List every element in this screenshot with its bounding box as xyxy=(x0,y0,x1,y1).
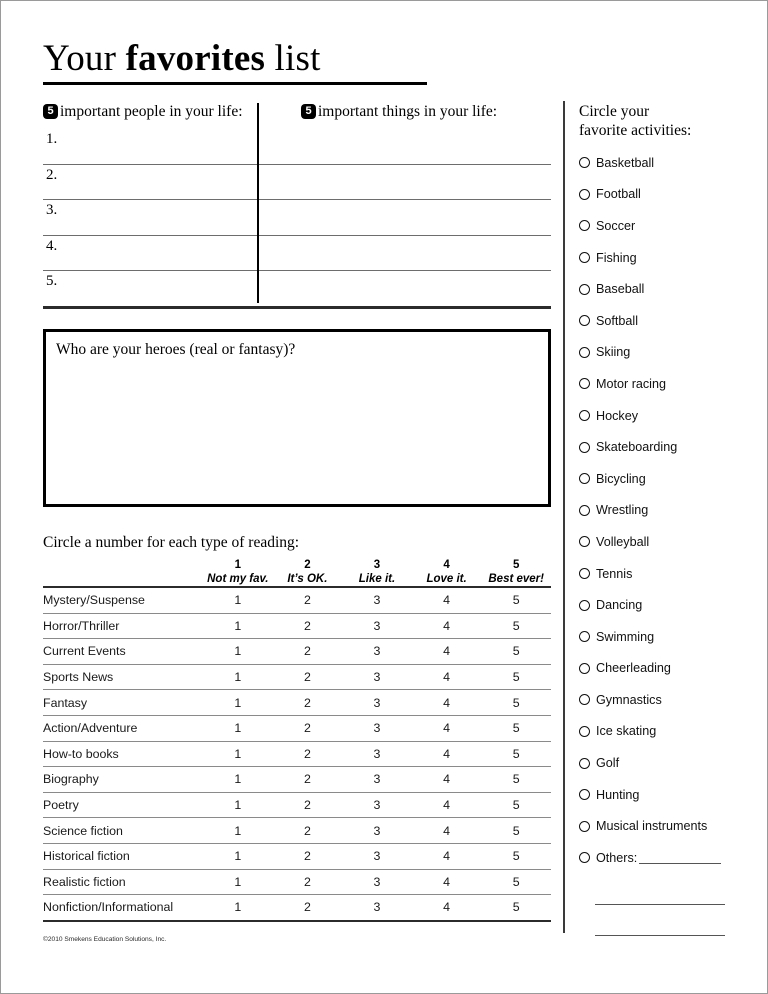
circle-icon xyxy=(579,600,590,611)
scale-header-text: Not my fav. xyxy=(207,573,269,585)
rating-option-3[interactable]: 3 xyxy=(342,587,412,613)
page-title xyxy=(43,37,463,85)
title-part-one: Your xyxy=(43,38,126,79)
reading-type-label: Mystery/Suspense xyxy=(43,587,203,613)
title-part-three: list xyxy=(265,38,321,79)
heroes-question-label: Who are your heroes (real or fantasy)? xyxy=(56,341,296,358)
rating-option-2[interactable]: 2 xyxy=(273,869,343,895)
table-row xyxy=(43,792,551,818)
activity-label: Fishing xyxy=(596,250,637,265)
rating-option-1[interactable]: 1 xyxy=(203,767,273,793)
activity-label: Cheerleading xyxy=(596,661,671,676)
others-label: Others: xyxy=(596,850,638,865)
rating-option-4[interactable]: 4 xyxy=(412,818,482,844)
rating-option-1[interactable]: 1 xyxy=(203,792,273,818)
circle-icon xyxy=(579,157,590,168)
circle-icon xyxy=(579,789,590,800)
table-row xyxy=(43,767,551,793)
rating-option-4[interactable]: 4 xyxy=(412,767,482,793)
write-in-line[interactable] xyxy=(595,935,725,936)
rating-option-2[interactable]: 2 xyxy=(273,741,343,767)
rating-option-4[interactable]: 4 xyxy=(412,843,482,869)
table-row xyxy=(43,613,551,639)
rating-option-4[interactable]: 4 xyxy=(412,587,482,613)
rating-option-5[interactable]: 5 xyxy=(481,664,551,690)
reading-type-label: How-to books xyxy=(43,741,203,767)
rating-option-2[interactable]: 2 xyxy=(273,715,343,741)
answer-line-row[interactable] xyxy=(43,165,551,201)
activity-item[interactable] xyxy=(579,653,759,685)
rating-option-2[interactable]: 2 xyxy=(273,818,343,844)
table-row xyxy=(43,639,551,665)
reading-instructions: Circle a number for each type of reading: xyxy=(43,534,300,551)
prompt-people xyxy=(43,103,243,120)
activity-label: Hockey xyxy=(596,408,638,423)
rating-option-3[interactable]: 3 xyxy=(342,690,412,716)
rating-option-5[interactable]: 5 xyxy=(481,741,551,767)
column-divider xyxy=(257,103,259,303)
prompt-things xyxy=(301,103,497,120)
reading-table-head xyxy=(43,558,551,587)
answer-line-row[interactable] xyxy=(43,200,551,236)
activity-label: Swimming xyxy=(596,629,655,644)
rating-option-5[interactable]: 5 xyxy=(481,715,551,741)
answer-line-number: 4. xyxy=(46,237,58,254)
rating-option-1[interactable]: 1 xyxy=(203,715,273,741)
activity-label: Soccer xyxy=(596,218,636,233)
rating-option-2[interactable]: 2 xyxy=(273,690,343,716)
rating-option-4[interactable]: 4 xyxy=(412,792,482,818)
circle-icon xyxy=(579,315,590,326)
activity-label: Dancing xyxy=(596,598,643,613)
scale-header-number: 5 xyxy=(512,559,520,571)
prompt-things-label: important things in your life: xyxy=(318,103,498,120)
scale-header-5 xyxy=(481,558,551,587)
rating-option-1[interactable]: 1 xyxy=(203,869,273,895)
title-underline xyxy=(43,82,427,85)
rating-option-2[interactable]: 2 xyxy=(273,792,343,818)
others-write-in-line[interactable] xyxy=(639,852,721,864)
scale-header-number: 2 xyxy=(304,559,311,571)
activity-item[interactable] xyxy=(579,273,759,305)
rating-option-5[interactable]: 5 xyxy=(481,690,551,716)
rating-option-3[interactable]: 3 xyxy=(342,869,412,895)
activity-label: Motor racing xyxy=(596,376,666,391)
rating-option-4[interactable]: 4 xyxy=(412,715,482,741)
circle-icon xyxy=(579,568,590,579)
activity-label: Hunting xyxy=(596,787,640,802)
reading-type-label: Realistic fiction xyxy=(43,869,203,895)
activity-item[interactable] xyxy=(579,747,759,779)
activities-sidebar xyxy=(579,102,759,936)
title-part-bold: favorites xyxy=(125,38,266,79)
activity-item[interactable] xyxy=(579,495,759,527)
scale-header-text: Best ever! xyxy=(488,573,544,585)
circle-icon xyxy=(579,189,590,200)
circle-icon xyxy=(579,378,590,389)
activity-item[interactable] xyxy=(579,463,759,495)
table-row xyxy=(43,690,551,716)
activity-label: Ice skating xyxy=(596,724,657,739)
activity-item[interactable] xyxy=(579,526,759,558)
rating-option-1[interactable]: 1 xyxy=(203,843,273,869)
answer-line-number: 1. xyxy=(46,131,58,147)
activities-heading-line-one: Circle your xyxy=(579,103,650,120)
rating-option-4[interactable]: 4 xyxy=(412,869,482,895)
scale-header-3 xyxy=(342,558,412,587)
write-in-line[interactable] xyxy=(595,904,725,905)
rating-option-2[interactable]: 2 xyxy=(273,639,343,665)
answer-line-row[interactable] xyxy=(43,129,551,165)
circle-icon xyxy=(579,758,590,769)
activity-label: Skateboarding xyxy=(596,440,678,455)
sidebar-divider xyxy=(563,101,565,933)
reading-type-label: Sports News xyxy=(43,664,203,690)
activity-item[interactable] xyxy=(579,179,759,211)
circle-icon xyxy=(579,442,590,453)
rating-option-2[interactable]: 2 xyxy=(273,895,343,921)
page-title-text xyxy=(43,37,463,81)
rating-option-5[interactable]: 5 xyxy=(481,869,551,895)
circle-icon xyxy=(579,284,590,295)
reading-type-label: Historical fiction xyxy=(43,843,203,869)
activity-item[interactable] xyxy=(579,684,759,716)
reading-type-label: Horror/Thriller xyxy=(43,613,203,639)
answer-line-row[interactable] xyxy=(43,236,551,272)
activity-item[interactable] xyxy=(579,305,759,337)
heroes-response-box[interactable] xyxy=(43,329,551,507)
rating-option-4[interactable]: 4 xyxy=(412,613,482,639)
rating-option-5[interactable]: 5 xyxy=(481,895,551,921)
activity-item[interactable] xyxy=(579,589,759,621)
rating-option-3[interactable]: 3 xyxy=(342,767,412,793)
rating-option-2[interactable]: 2 xyxy=(273,843,343,869)
activity-item[interactable] xyxy=(579,368,759,400)
rating-option-2[interactable]: 2 xyxy=(273,767,343,793)
rating-option-3[interactable]: 3 xyxy=(342,895,412,921)
answer-line-number: 2. xyxy=(46,166,58,183)
activity-label: Baseball xyxy=(596,282,645,297)
answer-line-number: 3. xyxy=(46,202,58,218)
activity-item[interactable] xyxy=(579,810,759,842)
scale-header-4 xyxy=(412,558,482,587)
rating-option-1[interactable]: 1 xyxy=(203,895,273,921)
circle-icon xyxy=(579,473,590,484)
activity-label: Skiing xyxy=(596,345,631,360)
activity-item[interactable] xyxy=(579,400,759,432)
rating-option-5[interactable]: 5 xyxy=(481,639,551,665)
reading-table xyxy=(43,558,551,922)
circle-icon xyxy=(579,726,590,737)
rating-option-1[interactable]: 1 xyxy=(203,664,273,690)
answer-line-row[interactable] xyxy=(43,271,551,309)
rating-option-5[interactable]: 5 xyxy=(481,613,551,639)
activities-heading-line-two: favorite activities: xyxy=(579,122,692,139)
rating-option-1[interactable]: 1 xyxy=(203,613,273,639)
activity-item[interactable] xyxy=(579,621,759,653)
activity-label: Softball xyxy=(596,313,639,328)
scale-header-text: It’s OK. xyxy=(287,573,328,585)
reading-type-label: Fantasy xyxy=(43,690,203,716)
reading-type-label: Action/Adventure xyxy=(43,715,203,741)
activity-label: Wrestling xyxy=(596,503,649,518)
prompt-headings xyxy=(43,103,551,131)
circle-icon xyxy=(579,347,590,358)
activity-label: Volleyball xyxy=(596,534,650,549)
rating-option-3[interactable]: 3 xyxy=(342,664,412,690)
rating-option-3[interactable]: 3 xyxy=(342,843,412,869)
rating-option-4[interactable]: 4 xyxy=(412,690,482,716)
reading-header-row xyxy=(43,558,551,587)
table-row xyxy=(43,664,551,690)
answer-line-number: 5. xyxy=(46,273,58,289)
activity-item[interactable] xyxy=(579,210,759,242)
rating-option-5[interactable]: 5 xyxy=(481,843,551,869)
copyright-notice: ©2010 Smekens Education Solutions, Inc. xyxy=(43,936,167,943)
rating-option-4[interactable]: 4 xyxy=(412,741,482,767)
table-row xyxy=(43,869,551,895)
reading-section xyxy=(43,534,551,922)
rating-option-3[interactable]: 3 xyxy=(342,613,412,639)
circle-icon xyxy=(579,220,590,231)
table-row xyxy=(43,587,551,613)
activity-label: Musical instruments xyxy=(596,819,708,834)
reading-type-label: Current Events xyxy=(43,639,203,665)
rating-option-3[interactable]: 3 xyxy=(342,639,412,665)
rating-option-1[interactable]: 1 xyxy=(203,818,273,844)
activity-item[interactable] xyxy=(579,242,759,274)
rating-option-5[interactable]: 5 xyxy=(481,767,551,793)
rating-option-3[interactable]: 3 xyxy=(342,818,412,844)
table-row xyxy=(43,818,551,844)
activity-label: Tennis xyxy=(596,566,633,581)
activity-item[interactable] xyxy=(579,431,759,463)
activities-list xyxy=(579,147,759,842)
table-row xyxy=(43,895,551,921)
scale-header-2 xyxy=(273,558,343,587)
number-badge-five-people: 5 xyxy=(43,104,58,119)
scale-header-number: 1 xyxy=(234,559,241,571)
prompt-people-label: important people in your life: xyxy=(60,103,243,120)
rating-option-3[interactable]: 3 xyxy=(342,715,412,741)
activities-heading xyxy=(579,102,759,140)
reading-type-header xyxy=(43,558,203,587)
scale-header-1 xyxy=(203,558,273,587)
rating-option-4[interactable]: 4 xyxy=(412,639,482,665)
circle-icon xyxy=(579,410,590,421)
activity-label: Football xyxy=(596,187,641,202)
activity-label: Golf xyxy=(596,756,620,771)
circle-icon xyxy=(579,252,590,263)
rating-option-5[interactable]: 5 xyxy=(481,792,551,818)
rating-option-2[interactable]: 2 xyxy=(273,587,343,613)
activity-label: Basketball xyxy=(596,155,655,170)
activity-item[interactable] xyxy=(579,779,759,811)
rating-option-4[interactable]: 4 xyxy=(412,664,482,690)
activity-item[interactable] xyxy=(579,147,759,179)
activity-item[interactable] xyxy=(579,337,759,369)
reading-type-label: Nonfiction/Informational xyxy=(43,895,203,921)
reading-type-label: Poetry xyxy=(43,792,203,818)
table-row xyxy=(43,843,551,869)
activity-label: Gymnastics xyxy=(596,692,662,707)
rating-option-3[interactable]: 3 xyxy=(342,741,412,767)
scale-header-text: Like it. xyxy=(358,573,396,585)
extra-write-in-lines xyxy=(579,904,759,936)
rating-option-5[interactable]: 5 xyxy=(481,587,551,613)
reading-type-label: Science fiction xyxy=(43,818,203,844)
activity-label: Bicycling xyxy=(596,471,646,486)
circle-icon xyxy=(579,694,590,705)
answer-lines-group xyxy=(43,129,551,309)
rating-option-3[interactable]: 3 xyxy=(342,792,412,818)
table-row xyxy=(43,715,551,741)
activity-item[interactable] xyxy=(579,716,759,748)
table-row xyxy=(43,741,551,767)
reading-table-body xyxy=(43,587,551,921)
circle-icon xyxy=(579,663,590,674)
rating-option-2[interactable]: 2 xyxy=(273,613,343,639)
rating-option-5[interactable]: 5 xyxy=(481,818,551,844)
activity-item-others[interactable] xyxy=(579,842,759,874)
rating-option-2[interactable]: 2 xyxy=(273,664,343,690)
circle-icon xyxy=(579,852,590,863)
number-badge-five-things: 5 xyxy=(301,104,316,119)
circle-icon xyxy=(579,536,590,547)
circle-icon xyxy=(579,505,590,516)
activity-item[interactable] xyxy=(579,558,759,590)
scale-header-number: 3 xyxy=(373,559,381,571)
scale-header-number: 4 xyxy=(443,559,450,571)
rating-option-1[interactable]: 1 xyxy=(203,639,273,665)
rating-option-1[interactable]: 1 xyxy=(203,587,273,613)
reading-type-label: Biography xyxy=(43,767,203,793)
rating-option-4[interactable]: 4 xyxy=(412,895,482,921)
circle-icon xyxy=(579,821,590,832)
circle-icon xyxy=(579,631,590,642)
rating-option-1[interactable]: 1 xyxy=(203,741,273,767)
rating-option-1[interactable]: 1 xyxy=(203,690,273,716)
scale-header-text: Love it. xyxy=(426,573,467,585)
